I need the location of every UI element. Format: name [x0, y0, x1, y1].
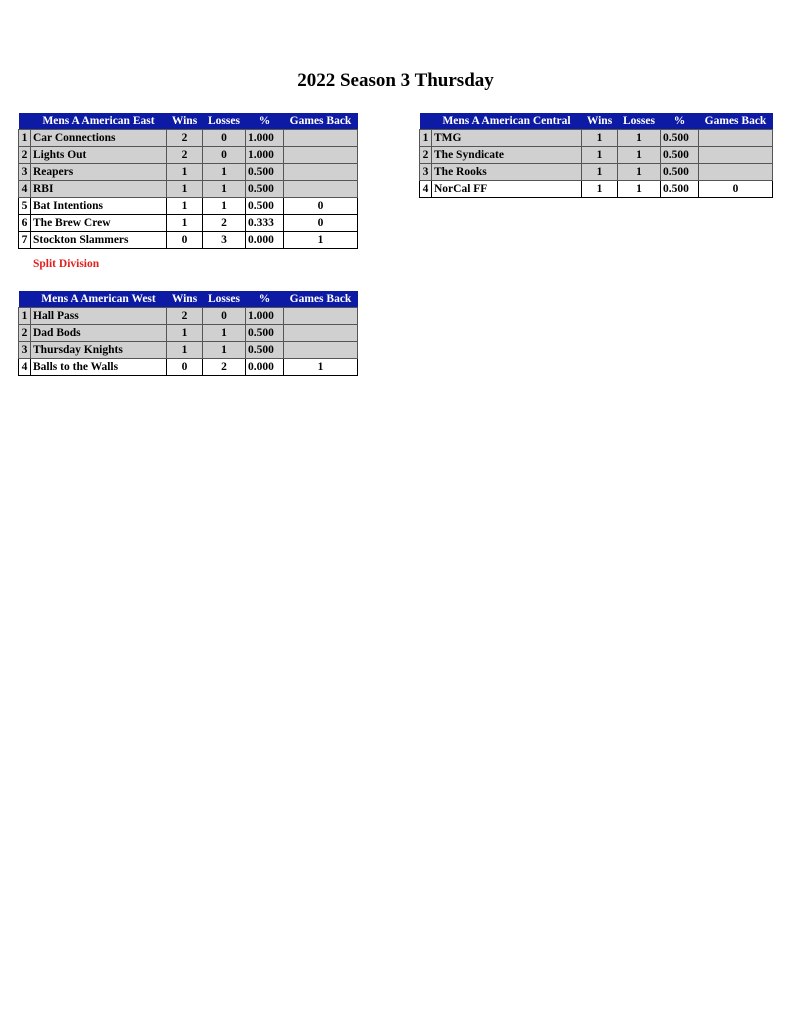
wins-cell: 1 — [167, 164, 203, 181]
table-row — [19, 181, 358, 198]
wins-cell: 1 — [582, 130, 618, 147]
table-row — [19, 359, 358, 376]
team-name-cell: Balls to the Walls — [31, 359, 167, 376]
central-standings-table — [419, 113, 773, 198]
rank-header — [19, 113, 31, 130]
wins-cell: 1 — [582, 147, 618, 164]
team-name-cell: Reapers — [31, 164, 167, 181]
rank-cell: 6 — [19, 215, 31, 232]
wins-cell: 1 — [582, 181, 618, 198]
wins-cell: 1 — [582, 164, 618, 181]
team-name-cell: Lights Out — [31, 147, 167, 164]
division-name-header: Mens A American East — [31, 113, 167, 130]
division-name-header: Mens A American West — [31, 291, 167, 308]
east-standings-table — [18, 113, 358, 249]
rank-cell: 4 — [19, 181, 31, 198]
losses-cell: 1 — [618, 164, 661, 181]
games-back-cell — [699, 130, 773, 147]
wins-cell: 1 — [167, 198, 203, 215]
table-row — [19, 325, 358, 342]
losses-cell: 2 — [203, 215, 246, 232]
pct-cell: 0.500 — [246, 181, 284, 198]
games-back-cell — [284, 181, 358, 198]
rank-cell: 4 — [420, 181, 432, 198]
wins-cell: 1 — [167, 342, 203, 359]
team-name-cell: Bat Intentions — [31, 198, 167, 215]
games-back-cell — [699, 164, 773, 181]
team-name-cell: Thursday Knights — [31, 342, 167, 359]
split-division-note: Split Division — [33, 258, 100, 270]
rank-cell: 3 — [420, 164, 432, 181]
table-row — [19, 232, 358, 249]
rank-header — [420, 113, 432, 130]
wins-cell: 0 — [167, 359, 203, 376]
pct-cell: 0.500 — [661, 181, 699, 198]
losses-cell: 0 — [203, 130, 246, 147]
team-name-cell: Dad Bods — [31, 325, 167, 342]
team-name-cell: The Rooks — [432, 164, 582, 181]
rank-cell: 1 — [19, 308, 31, 325]
losses-header: Losses — [203, 113, 246, 130]
losses-cell: 1 — [203, 198, 246, 215]
wins-cell: 1 — [167, 215, 203, 232]
losses-cell: 1 — [618, 147, 661, 164]
pct-cell: 0.500 — [246, 198, 284, 215]
table-row — [19, 198, 358, 215]
rank-cell: 1 — [19, 130, 31, 147]
losses-cell: 1 — [203, 342, 246, 359]
table-row — [420, 164, 773, 181]
west-standings-table — [18, 291, 358, 376]
table-row — [420, 147, 773, 164]
losses-header: Losses — [203, 291, 246, 308]
games-back-cell — [284, 308, 358, 325]
games-back-cell: 1 — [284, 232, 358, 249]
rank-header — [19, 291, 31, 308]
table-header-row — [420, 113, 773, 130]
games-back-cell: 1 — [284, 359, 358, 376]
table-header-row — [19, 113, 358, 130]
table-header-row — [19, 291, 358, 308]
losses-cell: 1 — [618, 181, 661, 198]
table-row — [420, 130, 773, 147]
losses-cell: 1 — [203, 181, 246, 198]
pct-header: % — [246, 291, 284, 308]
losses-header: Losses — [618, 113, 661, 130]
wins-cell: 2 — [167, 147, 203, 164]
table-row — [19, 130, 358, 147]
losses-cell: 1 — [618, 130, 661, 147]
games-back-cell — [284, 130, 358, 147]
wins-cell: 2 — [167, 130, 203, 147]
games-back-cell: 0 — [284, 215, 358, 232]
games-back-cell — [284, 147, 358, 164]
pct-cell: 1.000 — [246, 147, 284, 164]
rank-cell: 3 — [19, 342, 31, 359]
pct-cell: 0.333 — [246, 215, 284, 232]
team-name-cell: RBI — [31, 181, 167, 198]
team-name-cell: The Brew Crew — [31, 215, 167, 232]
games-back-header: Games Back — [284, 291, 358, 308]
games-back-header: Games Back — [699, 113, 773, 130]
pct-cell: 1.000 — [246, 308, 284, 325]
rank-cell: 5 — [19, 198, 31, 215]
pct-cell: 0.500 — [246, 342, 284, 359]
rank-cell: 3 — [19, 164, 31, 181]
table-row — [420, 181, 773, 198]
table-row — [19, 342, 358, 359]
wins-header: Wins — [582, 113, 618, 130]
wins-cell: 1 — [167, 181, 203, 198]
pct-cell: 0.500 — [661, 164, 699, 181]
games-back-cell: 0 — [699, 181, 773, 198]
pct-cell: 0.500 — [246, 164, 284, 181]
pct-header: % — [246, 113, 284, 130]
games-back-cell — [284, 164, 358, 181]
page-title: 2022 Season 3 Thursday — [297, 70, 494, 91]
team-name-cell: TMG — [432, 130, 582, 147]
rank-cell: 2 — [19, 325, 31, 342]
pct-cell: 0.500 — [246, 325, 284, 342]
rank-cell: 7 — [19, 232, 31, 249]
team-name-cell: Hall Pass — [31, 308, 167, 325]
losses-cell: 2 — [203, 359, 246, 376]
pct-header: % — [661, 113, 699, 130]
rank-cell: 1 — [420, 130, 432, 147]
table-row — [19, 215, 358, 232]
team-name-cell: NorCal FF — [432, 181, 582, 198]
losses-cell: 1 — [203, 164, 246, 181]
games-back-header: Games Back — [284, 113, 358, 130]
pct-cell: 0.000 — [246, 359, 284, 376]
rank-cell: 2 — [19, 147, 31, 164]
division-name-header: Mens A American Central — [432, 113, 582, 130]
team-name-cell: The Syndicate — [432, 147, 582, 164]
table-row — [19, 308, 358, 325]
team-name-cell: Car Connections — [31, 130, 167, 147]
games-back-cell: 0 — [284, 198, 358, 215]
rank-cell: 4 — [19, 359, 31, 376]
losses-cell: 3 — [203, 232, 246, 249]
pct-cell: 0.000 — [246, 232, 284, 249]
losses-cell: 1 — [203, 325, 246, 342]
pct-cell: 0.500 — [661, 130, 699, 147]
rank-cell: 2 — [420, 147, 432, 164]
table-row — [19, 164, 358, 181]
wins-cell: 0 — [167, 232, 203, 249]
pct-cell: 1.000 — [246, 130, 284, 147]
losses-cell: 0 — [203, 308, 246, 325]
wins-header: Wins — [167, 113, 203, 130]
games-back-cell — [284, 342, 358, 359]
games-back-cell — [284, 325, 358, 342]
wins-cell: 1 — [167, 325, 203, 342]
wins-cell: 2 — [167, 308, 203, 325]
wins-header: Wins — [167, 291, 203, 308]
team-name-cell: Stockton Slammers — [31, 232, 167, 249]
table-row — [19, 147, 358, 164]
pct-cell: 0.500 — [661, 147, 699, 164]
games-back-cell — [699, 147, 773, 164]
losses-cell: 0 — [203, 147, 246, 164]
